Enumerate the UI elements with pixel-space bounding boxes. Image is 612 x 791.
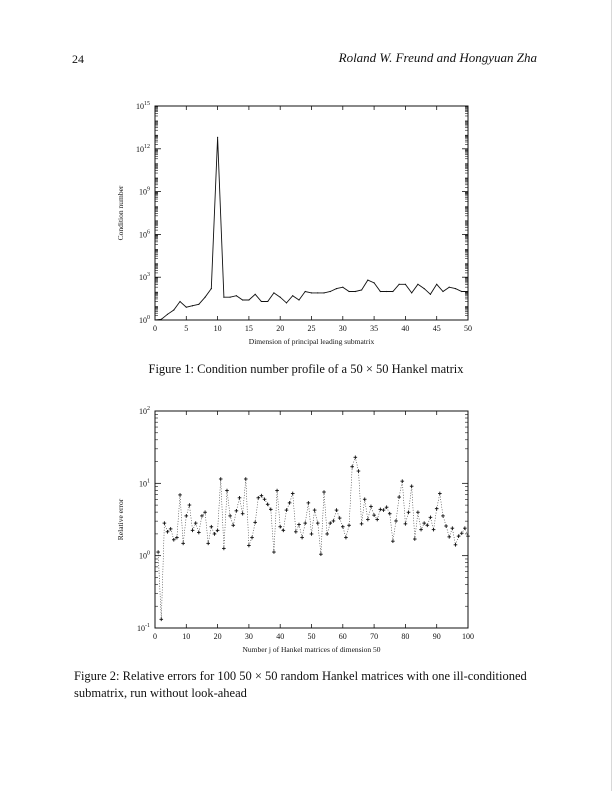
x-tick-label: 45 xyxy=(432,324,441,333)
data-point xyxy=(372,513,376,517)
x-axis-label: Dimension of principal leading submatrix xyxy=(248,337,375,346)
data-point xyxy=(328,521,332,525)
data-point xyxy=(282,529,286,533)
y-tick-base: 10 xyxy=(137,624,145,633)
data-point xyxy=(436,284,437,285)
data-point xyxy=(261,301,262,302)
data-point xyxy=(330,291,331,292)
y-tick-base: 10 xyxy=(139,187,147,197)
data-point xyxy=(217,137,218,138)
data-point xyxy=(197,531,201,535)
data-point xyxy=(181,542,185,546)
data-point xyxy=(344,536,348,540)
data-point xyxy=(242,299,243,300)
data-point xyxy=(322,490,326,494)
data-point xyxy=(159,618,163,622)
data-point xyxy=(441,514,445,518)
data-point xyxy=(178,493,182,497)
data-point xyxy=(204,297,205,298)
data-point xyxy=(354,455,358,459)
data-point xyxy=(361,289,362,290)
x-tick-label: 100 xyxy=(462,632,474,641)
data-point xyxy=(292,295,293,296)
y-tick-exponent: 0 xyxy=(147,315,150,321)
data-point xyxy=(342,287,343,288)
data-point xyxy=(357,469,361,473)
data-point xyxy=(411,292,412,293)
data-point xyxy=(380,291,381,292)
data-point xyxy=(206,542,210,546)
data-point xyxy=(203,510,207,514)
x-tick-label: 15 xyxy=(244,324,253,333)
y-tick-label xyxy=(137,623,150,633)
data-point xyxy=(297,523,301,527)
x-tick-label: 70 xyxy=(370,632,379,641)
data-point xyxy=(430,294,431,295)
data-point xyxy=(366,518,370,522)
data-point xyxy=(451,526,455,530)
data-point xyxy=(173,309,174,310)
data-point xyxy=(455,288,456,289)
data-point xyxy=(379,508,383,512)
data-point xyxy=(419,528,423,532)
data-point xyxy=(248,299,249,300)
figure1-caption: Figure 1: Condition number profile of a 50 × 50 Hankel matrix xyxy=(148,362,464,376)
data-point xyxy=(192,305,193,306)
data-point xyxy=(454,543,458,547)
y-tick-base: 10 xyxy=(139,407,147,416)
data-point xyxy=(391,539,395,543)
data-point xyxy=(319,552,323,556)
y-tick-base: 10 xyxy=(139,273,147,283)
y-tick-exponent: 3 xyxy=(147,272,150,279)
data-point xyxy=(317,292,318,293)
data-point xyxy=(172,538,176,542)
data-point xyxy=(461,291,462,292)
x-tick-label: 90 xyxy=(432,632,441,641)
data-point xyxy=(156,550,160,554)
x-tick-label: 20 xyxy=(276,324,285,333)
y-tick-label xyxy=(139,272,150,282)
data-point xyxy=(231,523,235,527)
data-point xyxy=(280,297,281,298)
data-point xyxy=(369,505,373,509)
data-point xyxy=(350,465,354,469)
y-axis-label: Relative error xyxy=(116,498,125,541)
data-point xyxy=(400,479,404,483)
data-point xyxy=(335,508,339,512)
y-tick-base: 10 xyxy=(139,479,147,489)
data-point xyxy=(367,279,368,280)
data-point xyxy=(305,291,306,292)
x-tick-label: 20 xyxy=(213,632,222,641)
x-tick-label: 10 xyxy=(213,324,222,333)
data-point xyxy=(169,527,173,531)
y-tick-exponent: 9 xyxy=(147,186,150,193)
data-point xyxy=(435,507,439,511)
data-point xyxy=(413,537,417,541)
data-point xyxy=(236,295,237,296)
data-point xyxy=(313,508,317,512)
data-point xyxy=(230,297,231,298)
data-point xyxy=(211,288,212,289)
y-tick-exponent: 1 xyxy=(147,478,150,485)
data-point xyxy=(213,532,217,536)
data-point xyxy=(442,291,443,292)
y-tick-exponent: 12 xyxy=(144,143,150,150)
data-point xyxy=(255,294,256,295)
data-point xyxy=(316,521,320,525)
plot-frame xyxy=(155,106,468,320)
data-point xyxy=(360,522,364,526)
data-point xyxy=(416,510,420,514)
data-point xyxy=(269,508,273,512)
y-tick-label xyxy=(139,551,150,561)
y-axis-label: Condition number xyxy=(116,185,125,241)
y-tick-label xyxy=(139,406,150,416)
data-point xyxy=(294,530,298,534)
y-tick-exponent: 2 xyxy=(147,406,150,412)
data-point xyxy=(285,508,289,512)
data-point xyxy=(222,547,226,551)
data-point xyxy=(256,496,260,500)
x-tick-label: 0 xyxy=(153,632,157,641)
data-point xyxy=(186,307,187,308)
data-point xyxy=(194,521,198,525)
y-tick-exponent: 15 xyxy=(144,101,150,107)
data-point xyxy=(267,301,268,302)
data-point xyxy=(223,297,224,298)
data-point xyxy=(363,497,367,501)
data-point xyxy=(247,544,251,548)
data-point xyxy=(298,299,299,300)
data-point xyxy=(341,525,345,529)
y-tick-label xyxy=(139,478,150,488)
data-point xyxy=(250,536,254,540)
data-point xyxy=(394,519,398,523)
x-tick-label: 0 xyxy=(153,324,157,333)
data-point xyxy=(404,522,408,526)
data-point xyxy=(238,496,242,500)
x-tick-label: 5 xyxy=(184,324,189,333)
data-point xyxy=(407,510,411,514)
data-point xyxy=(241,512,245,516)
data-point xyxy=(348,291,349,292)
y-tick-label xyxy=(139,315,150,325)
data-point xyxy=(179,301,180,302)
y-tick-label xyxy=(139,229,150,239)
data-point xyxy=(426,523,430,527)
x-tick-label: 40 xyxy=(276,632,285,641)
data-point xyxy=(386,291,387,292)
data-point xyxy=(235,509,239,513)
data-point xyxy=(210,525,214,529)
y-tick-label xyxy=(136,101,150,111)
x-tick-label: 30 xyxy=(338,324,347,333)
y-tick-base: 10 xyxy=(139,230,147,240)
data-point xyxy=(325,532,329,536)
data-point xyxy=(355,291,356,292)
chart-2 xyxy=(116,406,474,654)
x-tick-label: 10 xyxy=(182,632,191,641)
y-tick-exponent: 6 xyxy=(147,229,150,236)
data-point xyxy=(417,284,418,285)
data-point xyxy=(272,550,276,554)
x-axis-label: Number j of Hankel matrices of dimension 50 xyxy=(242,645,381,654)
data-point xyxy=(266,503,270,507)
data-point xyxy=(432,528,436,532)
data-point xyxy=(185,514,189,518)
data-point xyxy=(275,489,279,493)
data-point xyxy=(467,291,468,292)
data-point xyxy=(338,516,342,520)
page-number: 24 xyxy=(72,52,84,66)
data-point xyxy=(463,526,467,530)
data-point xyxy=(429,516,433,520)
data-point xyxy=(253,521,257,525)
data-point xyxy=(399,284,400,285)
x-tick-label: 35 xyxy=(370,324,379,333)
data-point xyxy=(323,292,324,293)
data-point xyxy=(424,288,425,289)
chart-1 xyxy=(116,101,472,346)
data-point xyxy=(191,529,195,533)
data-point xyxy=(303,521,307,525)
data-point xyxy=(310,532,314,536)
data-point xyxy=(374,282,375,283)
y-tick-base: 10 xyxy=(139,551,147,561)
data-point xyxy=(291,492,295,496)
data-point xyxy=(397,495,401,499)
data-point xyxy=(219,477,223,481)
data-point xyxy=(228,514,232,518)
data-point xyxy=(167,314,168,315)
data-point xyxy=(311,292,312,293)
x-tick-label: 40 xyxy=(401,324,410,333)
data-point xyxy=(263,497,267,501)
y-tick-exponent: -1 xyxy=(145,623,150,629)
x-tick-label: 80 xyxy=(401,632,410,641)
data-point xyxy=(161,319,162,320)
y-tick-exponent: 0 xyxy=(147,550,150,557)
y-tick-base: 10 xyxy=(136,144,144,154)
data-point xyxy=(273,292,274,293)
data-point xyxy=(163,521,167,525)
data-point xyxy=(300,536,304,540)
data-point xyxy=(347,523,351,527)
data-point xyxy=(278,525,282,529)
data-point xyxy=(438,492,442,496)
data-point xyxy=(460,531,464,535)
data-point xyxy=(405,284,406,285)
running-head: Roland W. Freund and Hongyuan Zha xyxy=(338,50,537,65)
data-point xyxy=(198,304,199,305)
data-point xyxy=(188,503,192,507)
x-tick-label: 50 xyxy=(307,632,316,641)
data-point xyxy=(392,291,393,292)
data-point xyxy=(444,524,448,528)
figure2-caption: Figure 2: Relative errors for 100 50 × 50 random Hankel matrices with one ill-conditioned submatrix, run without look-ahead xyxy=(74,669,527,700)
x-tick-label: 50 xyxy=(464,324,472,333)
y-tick-base: 10 xyxy=(139,316,147,325)
data-point xyxy=(307,501,311,505)
plot-frame xyxy=(155,411,468,628)
data-point xyxy=(244,477,248,481)
data-point xyxy=(288,501,292,505)
series-line xyxy=(158,457,468,619)
x-tick-label: 60 xyxy=(338,632,347,641)
x-tick-label: 25 xyxy=(307,324,316,333)
data-point xyxy=(225,489,229,493)
y-tick-label xyxy=(139,187,150,197)
data-point xyxy=(410,484,414,488)
y-tick-base: 10 xyxy=(136,102,144,111)
data-point xyxy=(388,512,392,516)
data-point xyxy=(422,521,426,525)
data-point xyxy=(286,302,287,303)
data-point xyxy=(449,287,450,288)
x-tick-label: 30 xyxy=(244,632,253,641)
y-tick-label xyxy=(136,144,150,154)
data-point xyxy=(332,519,336,523)
data-point xyxy=(466,534,470,538)
data-point xyxy=(336,288,337,289)
data-point xyxy=(447,535,451,539)
data-point xyxy=(216,529,220,533)
